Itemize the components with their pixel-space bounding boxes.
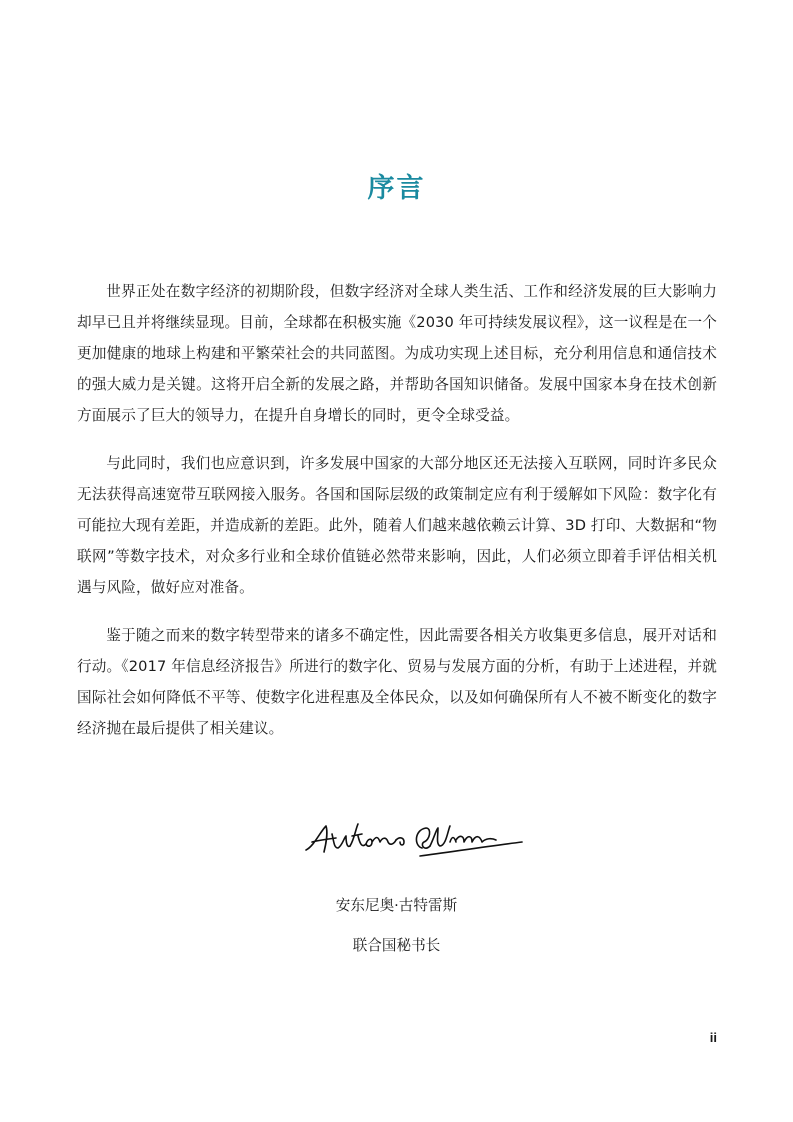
signatory-title: 联合国秘书长 bbox=[352, 937, 441, 954]
page-title: 序言 bbox=[367, 173, 426, 204]
paragraph-2: 与此同时，我们也应意识到，许多发展中国家的大部分地区还无法接入互联网，同时许多民众无法获得高速宽带互联网接入服务。各国和国际层级的政策制定应有利于缓解如下风险：数字化有可能拉大现有差距，并造成新的差距。此外，随着人们越来越依赖云计算、3D 打印、大数据和“物联网”等数字技术，对众多行业和全球价值链必然带来影响，因此，人们必须立即着手评估相关机遇与风险，做好应对准备。 bbox=[77, 455, 717, 596]
signatory-name: 安东尼奥·古特雷斯 bbox=[335, 897, 458, 914]
foreword-body bbox=[77, 276, 717, 761]
paragraph-3: 鉴于随之而来的数字转型带来的诸多不确定性，因此需要各相关方收集更多信息，展开对话和行动。《2017 年信息经济报告》所进行的数字化、贸易与发展方面的分析，有助于上述进程，并就国际社会如何降低不平等、使数字化进程惠及全体民众，以及如何确保所有人不被不断变化的数字经济抛在最后提供了相关建议。 bbox=[77, 627, 717, 737]
paragraph-1: 世界正处在数字经济的初期阶段，但数字经济对全球人类生活、工作和经济发展的巨大影响力却早已且并将继续显现。目前，全球都在积极实施《2030 年可持续发展议程》，这一议程是在一个更加健康的地球上构建和平繁荣社会的共同蓝图。为成功实现上述目标，充分利用信息和通信技术的强大威力是关键。这将开启全新的发展之路，并帮助各国知识储备。发展中国家本身在技术创新方面展示了巨大的领导力，在提升自身增长的同时，更令全球受益。 bbox=[77, 283, 717, 424]
page-number: ii bbox=[709, 1030, 717, 1045]
handwritten-signature bbox=[300, 812, 530, 882]
